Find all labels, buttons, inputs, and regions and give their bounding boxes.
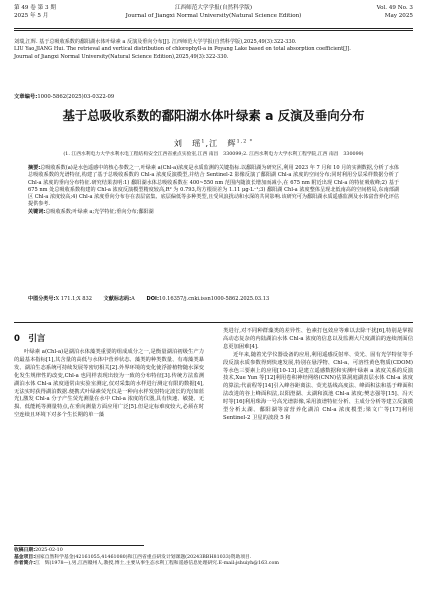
body-column-right (223, 328, 413, 423)
author-1: 刘 瑶 (173, 138, 202, 148)
body-paragraph: 近年来,随着光学仪器设备的应用,利用遥感反射率、荧光、固有光学特征等手段反演水质参数得到快速发展,特别在悬浮物、Chl-a、可溶性黄色物质(CDOM)等水色三要素上的应用[10-13].是建立遥感数据和实测叶绿素 a 浓度关系的反演技术,Xue Yun 等[12]利用卷积神经网络(CNN)估算洞庭湖表层水体 Chl-a 浓度的算法;代前程等[14]引入峰谷距离法、荧光基线高度法、峰面积法和基于峰面积法改进的谷上峰面积法,以阳澄湖、太湖和滇池 Chl-a 浓度;樊志强等[15]、冯天时等[16]利用珠海一号高光谱影像,采用波谱特征分析、主成分分析等建立反演模型分析太湖、鄱阳湖等富营养化湖泊 Chl-a 浓度模型;梁文广等[17]利用 Sentinel-2 卫星的波段 5 和 (223, 351, 413, 421)
footnote-received (14, 548, 413, 555)
header-volume-issue: 第 49 卷 第 3 期 (14, 5, 56, 11)
body-paragraph: 类进行,对不同种群藻类的差异性、色素打包效应等难以去除干扰[6],特别是掌握高动态复杂的内陆湖泊水体 Chl-a 浓度的信息以及监测大尺度湖泊的连续剖面信息更加困难[4]. (223, 328, 413, 350)
body-column-left (14, 349, 204, 420)
author-2-sup: 1,2 * (236, 139, 254, 145)
footnote-author (14, 561, 413, 568)
author-line (14, 138, 413, 149)
fund-label: 基金项目: (14, 554, 36, 560)
fund-text: 国家自然科学基金(42161055,41461080)和江西省重点研发计划课题(20243BBH81033)资助项目. (35, 554, 252, 560)
paper-title: 基于总吸收系数的鄱阳湖水体叶绿素 a 反演及垂向分布 (62, 108, 365, 123)
document-code-value: A (131, 296, 135, 302)
footnotes (14, 548, 413, 568)
keywords-label: 关键词: (28, 208, 46, 215)
abstract-text: 总吸收系数(a)是水色遥感中的核心参数之一,叶绿素 a(Chl-a)浓度是水质监测的关键指标.以鄱阳湖为研究区,利用 2023 年 7 月和 10 月的实测数据,分析了水体总吸收系数的光谱特征,构建了基于总吸收系数的 Chl-a 浓度反演模型,并结合 Sentinel-2 影像反演了鄱阳湖 Chl-a 浓度的空间分布;同时利用分层采样数据分析了 Chl-a 浓度的垂向分布特征.研究结果表明:1) 鄱阳湖水体总吸收系数在 400~550 nm 范围内随波长增加而减小,在 675 nm 附近出现 Chl-a 的特征吸收峰;2) 基于 675 nm 处总吸收系数构建的 Chl-a 浓度反演模型精度较高,R² 为 0.793,均方根误差为 1.11 μg·L⁻¹;3) 鄱阳湖 Chl-a 浓度整体呈现北低南高的空间格局,东南部湖区 Chl-a 浓度较高;4) Chl-a 浓度垂向分布存在表层富集、底层偏低等多种类型,且受风浪扰动和水深的共同影响.该研究可为鄱阳湖水质遥感监测及水体富营养化评估提供参考. (28, 165, 399, 208)
citation-cn: 刘瑞,江辉. 基于总吸收系数的鄱阳湖水体叶绿素 a 反演及垂向分布[J]. 江西师范大学学报(自然科学版),2025,49(3):322-330. (14, 39, 297, 45)
clc-number (28, 296, 92, 303)
clc-value: X 171.1;X 832 (55, 296, 93, 302)
citation-en-2: Journal of Jiangxi Normal University(Natural Science Edition),2025,49(3):322-330. (14, 53, 229, 60)
keywords (28, 209, 399, 216)
body-paragraph: 叶绿素 a(Chl-a)是湖泊水体藻类重要的组成成分之一,是衡量湖泊初级生产力的最基本指标[1],其含量的高低与水体中营养状态、藻类的种类数量、有毒藻类暴发、湖泊生态系统可持续发展等密切相关[2].外界环境的变化使浮游植物随水深变化发生规律性的改变,Chl-a 也同样表现出较为一致的分布特征[3].传统方法监测湖泊水体 Chl-a 浓度通常由实验室测定,仅对采集的水样进行测定有限的数据[4],无法实时获得湖泊数据.便携式叶绿素荧光仪是一种向水样发射特定波长的光(如蓝光),激发 Chl-a 分子产生荧光测量在水中 Chl-a 浓度的仪器,具有快速、敏捷、无损、低能耗等测量特点,在垂向测量方面应用广泛[5].但是定标难度较大,必须在时空连续且环境下对多个生长期的单一藻 (14, 349, 204, 419)
header-journal (74, 5, 353, 20)
section-heading-introduction: 0 引言 (14, 334, 46, 344)
article-number-label: 文章编号: (14, 94, 38, 100)
header-rule-thin (14, 30, 413, 31)
clc-label: 中图分类号: (28, 296, 56, 302)
document-code (104, 296, 135, 303)
abstract-rule (14, 322, 413, 323)
keywords-text: 总吸收系数;叶绿素 a;光学特征;垂向分布;鄱阳湖 (45, 208, 154, 215)
header-volume-cn (14, 5, 56, 20)
abstract (28, 165, 399, 209)
citation-block (14, 39, 413, 61)
document-code-label: 文献标志码: (103, 296, 132, 302)
doi (146, 296, 269, 303)
running-header (14, 5, 413, 27)
doi-label: DOI: (146, 296, 159, 302)
article-number (14, 92, 114, 100)
article-number-value: 1000-5862(2025)03-0322-09 (37, 94, 115, 100)
abstract-label: 摘要: (28, 165, 41, 171)
header-rule (14, 28, 413, 29)
header-date-en: May 2025 (384, 12, 413, 19)
header-vol-no: Vol. 49 No. 3 (376, 5, 413, 11)
author-bio-text: 江 辉(1978—),男,江西赣州人,教授,博士,主要从事生态水利工程和遥感信息处理研究.E-mail:jshuiyh@163.com (35, 561, 279, 567)
footnote-rule (14, 545, 144, 546)
received-label: 收稿日期: (14, 548, 36, 553)
author-bio-label: 作者简介: (14, 561, 36, 567)
header-volume-en (377, 5, 413, 20)
author-2: 江 辉 (209, 138, 237, 148)
header-date-cn: 2025 年 5 月 (14, 12, 49, 19)
classification-row (28, 296, 399, 303)
doi-value: 10.16357/j.cnki.issn1000-5862.2025.03.13 (158, 296, 270, 302)
affiliation: (1. 江西水利电力大学水利水电工程结构安全江西省重点实验室,江西 南昌 330099;2. 江西水利电力大学水利工程学院,江西 南昌 330099) (63, 152, 364, 157)
abstract-block (28, 165, 399, 216)
citation-en-1: LIU Yao,JIANG Hui. The retrieval and vertical distribution of chlorophyll-a in Poyang Lake based on total absorption coefficient[J]. (14, 46, 351, 53)
header-journal-cn: 江西师范大学学报(自然科学版) (174, 5, 253, 11)
received-date: 2025-02-10 (35, 548, 63, 553)
author-1-sup: 1 (201, 139, 206, 145)
author-separator: , (205, 138, 210, 148)
header-journal-en: Journal of Jiangxi Normal University(Natural Science Edition) (125, 12, 302, 19)
